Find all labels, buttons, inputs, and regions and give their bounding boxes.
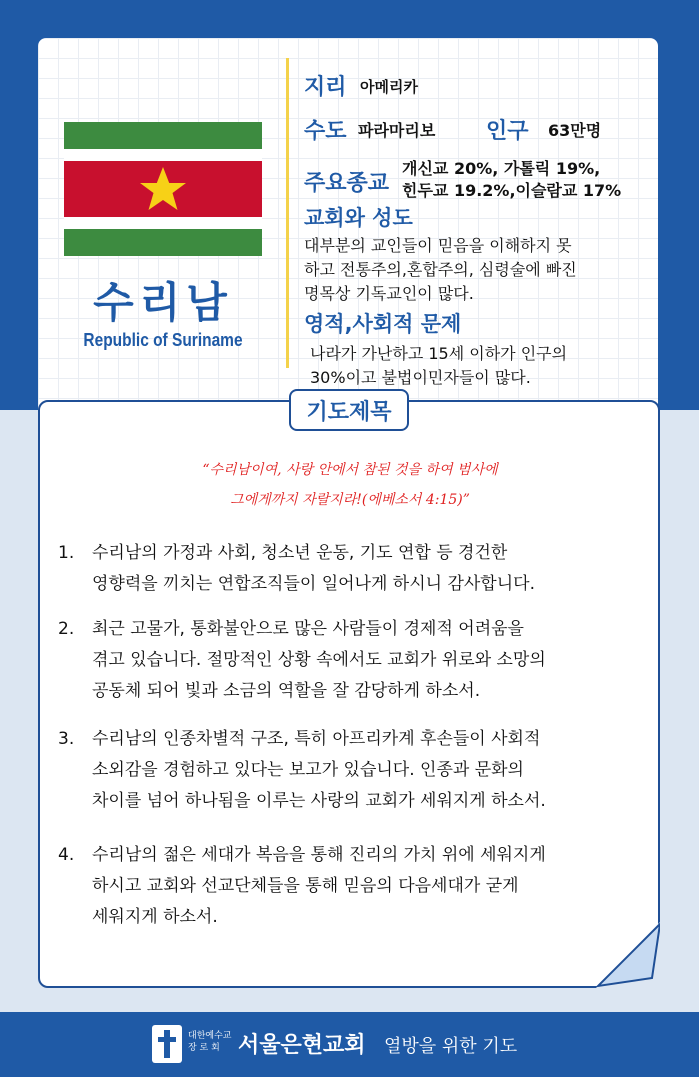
org-denomination [188, 1030, 231, 1054]
church-text-line3: 명목상 기독교인이 많다. [304, 284, 474, 303]
religion-label: 주요종교 [304, 171, 390, 196]
org-small-line-2: 장 로 회 [188, 1043, 220, 1053]
prayer-number: 4. [58, 845, 75, 865]
prayer-number: 3. [58, 729, 75, 749]
prayer-line: 차이를 넘어 하나됨을 이루는 사랑의 교회가 세워지게 하소서. [92, 791, 546, 811]
cross-icon [152, 1025, 182, 1063]
capital-value: 파라마리보 [358, 121, 436, 140]
prayer-line: 공동체 되어 빛과 소금의 역할을 잘 감당하게 하소서. [92, 681, 481, 701]
prayer-line: 겪고 있습니다. 절망적인 상황 속에서도 교회가 위로와 소망의 [92, 650, 546, 670]
geo-label: 지리 [304, 75, 347, 100]
geo-value: 아메리카 [360, 78, 418, 96]
country-name-korean: 수리남 [93, 278, 233, 327]
prayer-line: 수리남의 가정과 사회, 청소년 운동, 기도 연합 등 경건한 [92, 543, 508, 563]
church-text-line1: 대부분의 교인들이 믿음을 이해하지 못 [304, 236, 572, 255]
verse-line-1: “수리남이여, 사랑 안에서 참된 것을 하여 범사에 [202, 462, 498, 478]
prayer-line: 영향력을 끼치는 연합조직들이 일어나게 하시니 감사합니다. [92, 574, 535, 594]
capital-label: 수도 [304, 119, 347, 144]
footer-bar [0, 1012, 699, 1077]
prayer-line: 하시고 교회와 선교단체들을 통해 믿음의 다음세대가 굳게 [92, 876, 519, 896]
church-label: 교회와 성도 [304, 206, 413, 230]
religion-value-line1: 개신교 20%, 가톨릭 19%, [402, 159, 601, 178]
prayer-number: 2. [58, 619, 75, 639]
footer-subtitle: 열방을 위한 기도 [384, 1036, 518, 1057]
country-name-english: Republic of Suriname [83, 330, 243, 350]
bible-verse [80, 455, 620, 515]
prayer-line: 수리남의 젊은 세대가 복음을 통해 진리의 가치 위에 세워지게 [92, 845, 546, 865]
religion-value-line2: 힌두교 19.2%,이슬람교 17% [402, 181, 622, 200]
org-small-line-1: 대한예수교 [188, 1031, 232, 1041]
prayer-line: 소외감을 경험하고 있다는 보고가 있습니다. 인종과 문화의 [92, 760, 524, 780]
prayer-line: 세워지게 하소서. [92, 907, 218, 927]
church-name: 서울은현교회 [238, 1033, 366, 1058]
prayer-line: 수리남의 인종차별적 구조, 특히 아프리카계 후손들이 사회적 [92, 729, 541, 749]
church-text-line2: 하고 전통주의,혼합주의, 심령술에 빠진 [304, 260, 577, 279]
prayer-number: 1. [58, 543, 75, 563]
population-label: 인구 [486, 119, 529, 144]
suriname-flag-icon [64, 122, 262, 256]
social-text-line1: 나라가 가난하고 15세 이하가 인구의 [310, 344, 568, 363]
prayer-title-tab: 기도제목 [289, 389, 409, 431]
verse-line-2: 그에게까지 자랄지라!(에베소서 4:15)” [230, 492, 470, 508]
social-text-line2: 30%이고 불법이민자들이 많다. [310, 368, 531, 387]
vertical-divider [286, 58, 289, 368]
social-label: 영적,사회적 문제 [304, 312, 462, 336]
prayer-line: 최근 고물가, 통화불안으로 많은 사람들이 경제적 어려움을 [92, 619, 524, 639]
population-value: 63만명 [548, 121, 602, 140]
